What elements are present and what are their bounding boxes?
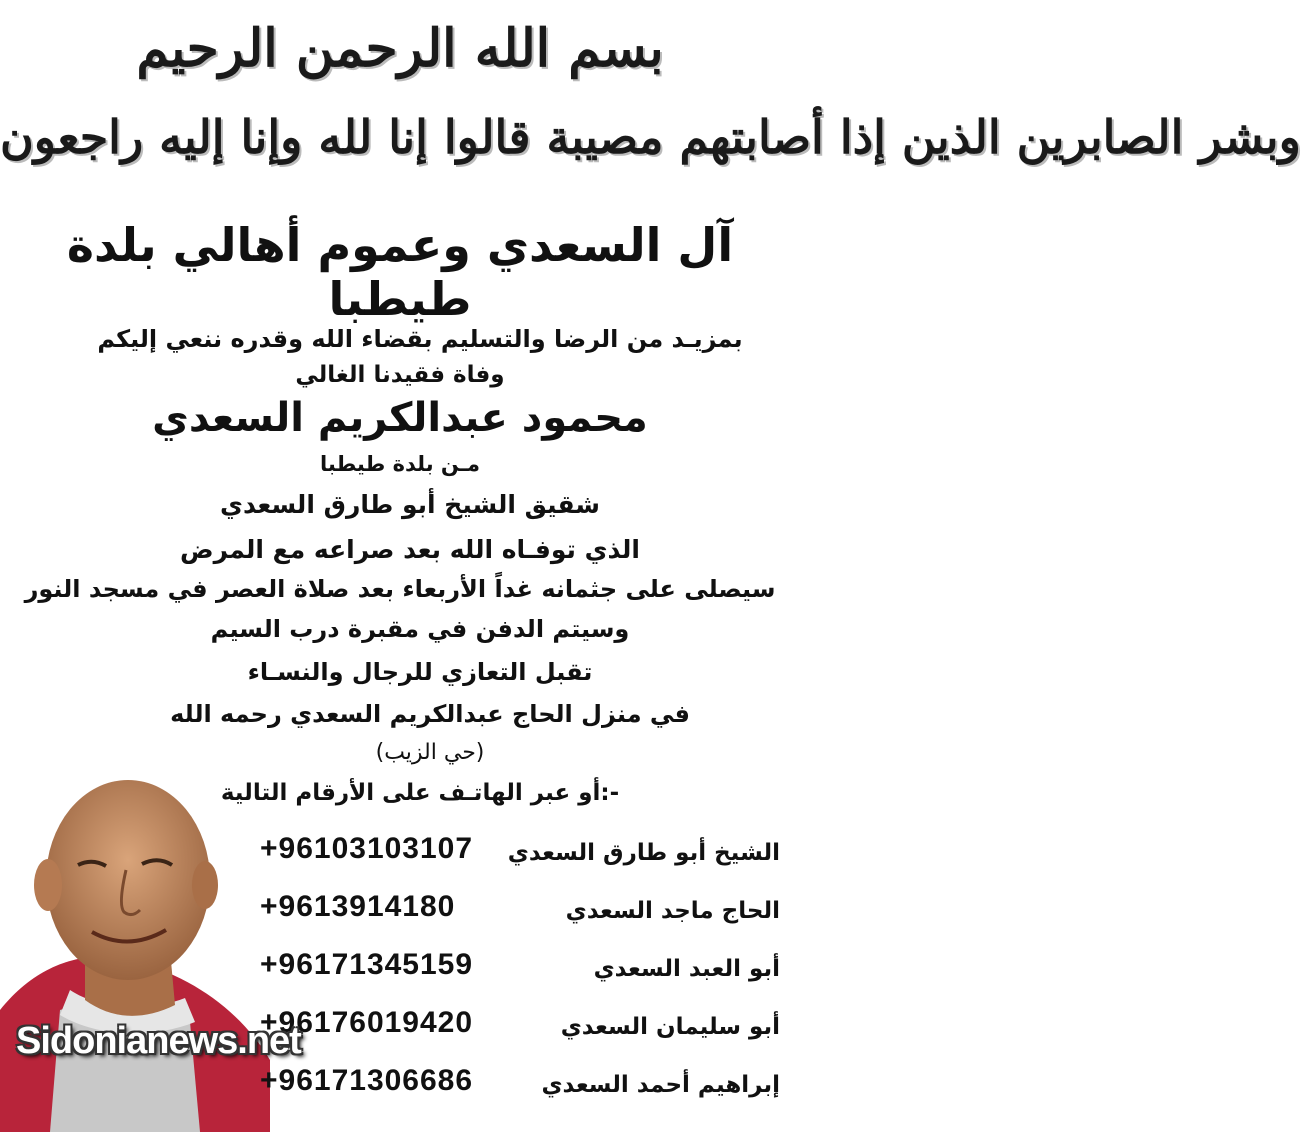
contact-name: الحاج ماجد السعدي <box>565 898 780 924</box>
condolences-location-line: في منزل الحاج عبدالكريم السعدي رحمه الله <box>170 700 690 728</box>
contact-row <box>260 832 780 890</box>
relation-line: شقيق الشيخ أبو طارق السعدي <box>220 490 600 519</box>
funeral-prayer-line: سيصلى على جثمانه غداً الأربعاء بعد صلاة العصر في مسجد النور <box>24 575 776 603</box>
contact-row <box>260 948 780 1006</box>
contact-phone: +96171345159 <box>260 948 474 981</box>
contacts-list <box>260 832 780 1122</box>
announcement-line-1: بمزيـد من الرضا والتسليم بقضاء الله وقدره ننعي إليكم <box>97 325 743 353</box>
contact-phone: +9613914180 <box>260 890 456 923</box>
portrait-illustration <box>0 760 270 1132</box>
contact-row <box>260 890 780 948</box>
death-cause-line: الذي توفـاه الله بعد صراعه مع المرض <box>180 535 640 564</box>
deceased-photo <box>0 760 270 1132</box>
announcement-line-2: وفاة فقيدنا الغالي <box>295 362 505 388</box>
hometown-line: مـن بلدة طيطبا <box>320 452 480 476</box>
basmala-calligraphy: بسم الله الرحمن الرحيم <box>136 18 664 79</box>
site-watermark: Sidonianews.net <box>16 1020 301 1062</box>
quran-verse-calligraphy: وبشر الصابرين الذين إذا أصابتهم مصيبة قالوا إنا لله وإنا إليه راجعون <box>0 110 1301 164</box>
neighborhood-line: (حي الزيب) <box>375 740 485 765</box>
phone-intro-line: -:أو عبر الهاتـف على الأرقام التالية <box>220 780 620 806</box>
contact-phone: +96176019420 <box>260 1006 474 1039</box>
deceased-name: محمود عبدالكريم السعدي <box>152 395 648 441</box>
contact-row <box>260 1064 780 1122</box>
condolences-line: تقبل التعازي للرجال والنسـاء <box>247 658 593 686</box>
burial-line: وسيتم الدفن في مقبرة درب السيم <box>210 615 630 643</box>
contact-phone: +96103103107 <box>260 832 474 865</box>
contact-name: أبو العبد السعدي <box>593 956 780 982</box>
contact-name: إبراهيم أحمد السعدي <box>541 1072 780 1098</box>
contact-name: أبو سليمان السعدي <box>560 1014 780 1040</box>
contact-name: الشيخ أبو طارق السعدي <box>507 840 780 866</box>
contact-row <box>260 1006 780 1064</box>
contact-phone: +96171306686 <box>260 1064 474 1097</box>
family-title: آل السعدي وعموم أهالي بلدة طيطبا <box>66 218 734 326</box>
